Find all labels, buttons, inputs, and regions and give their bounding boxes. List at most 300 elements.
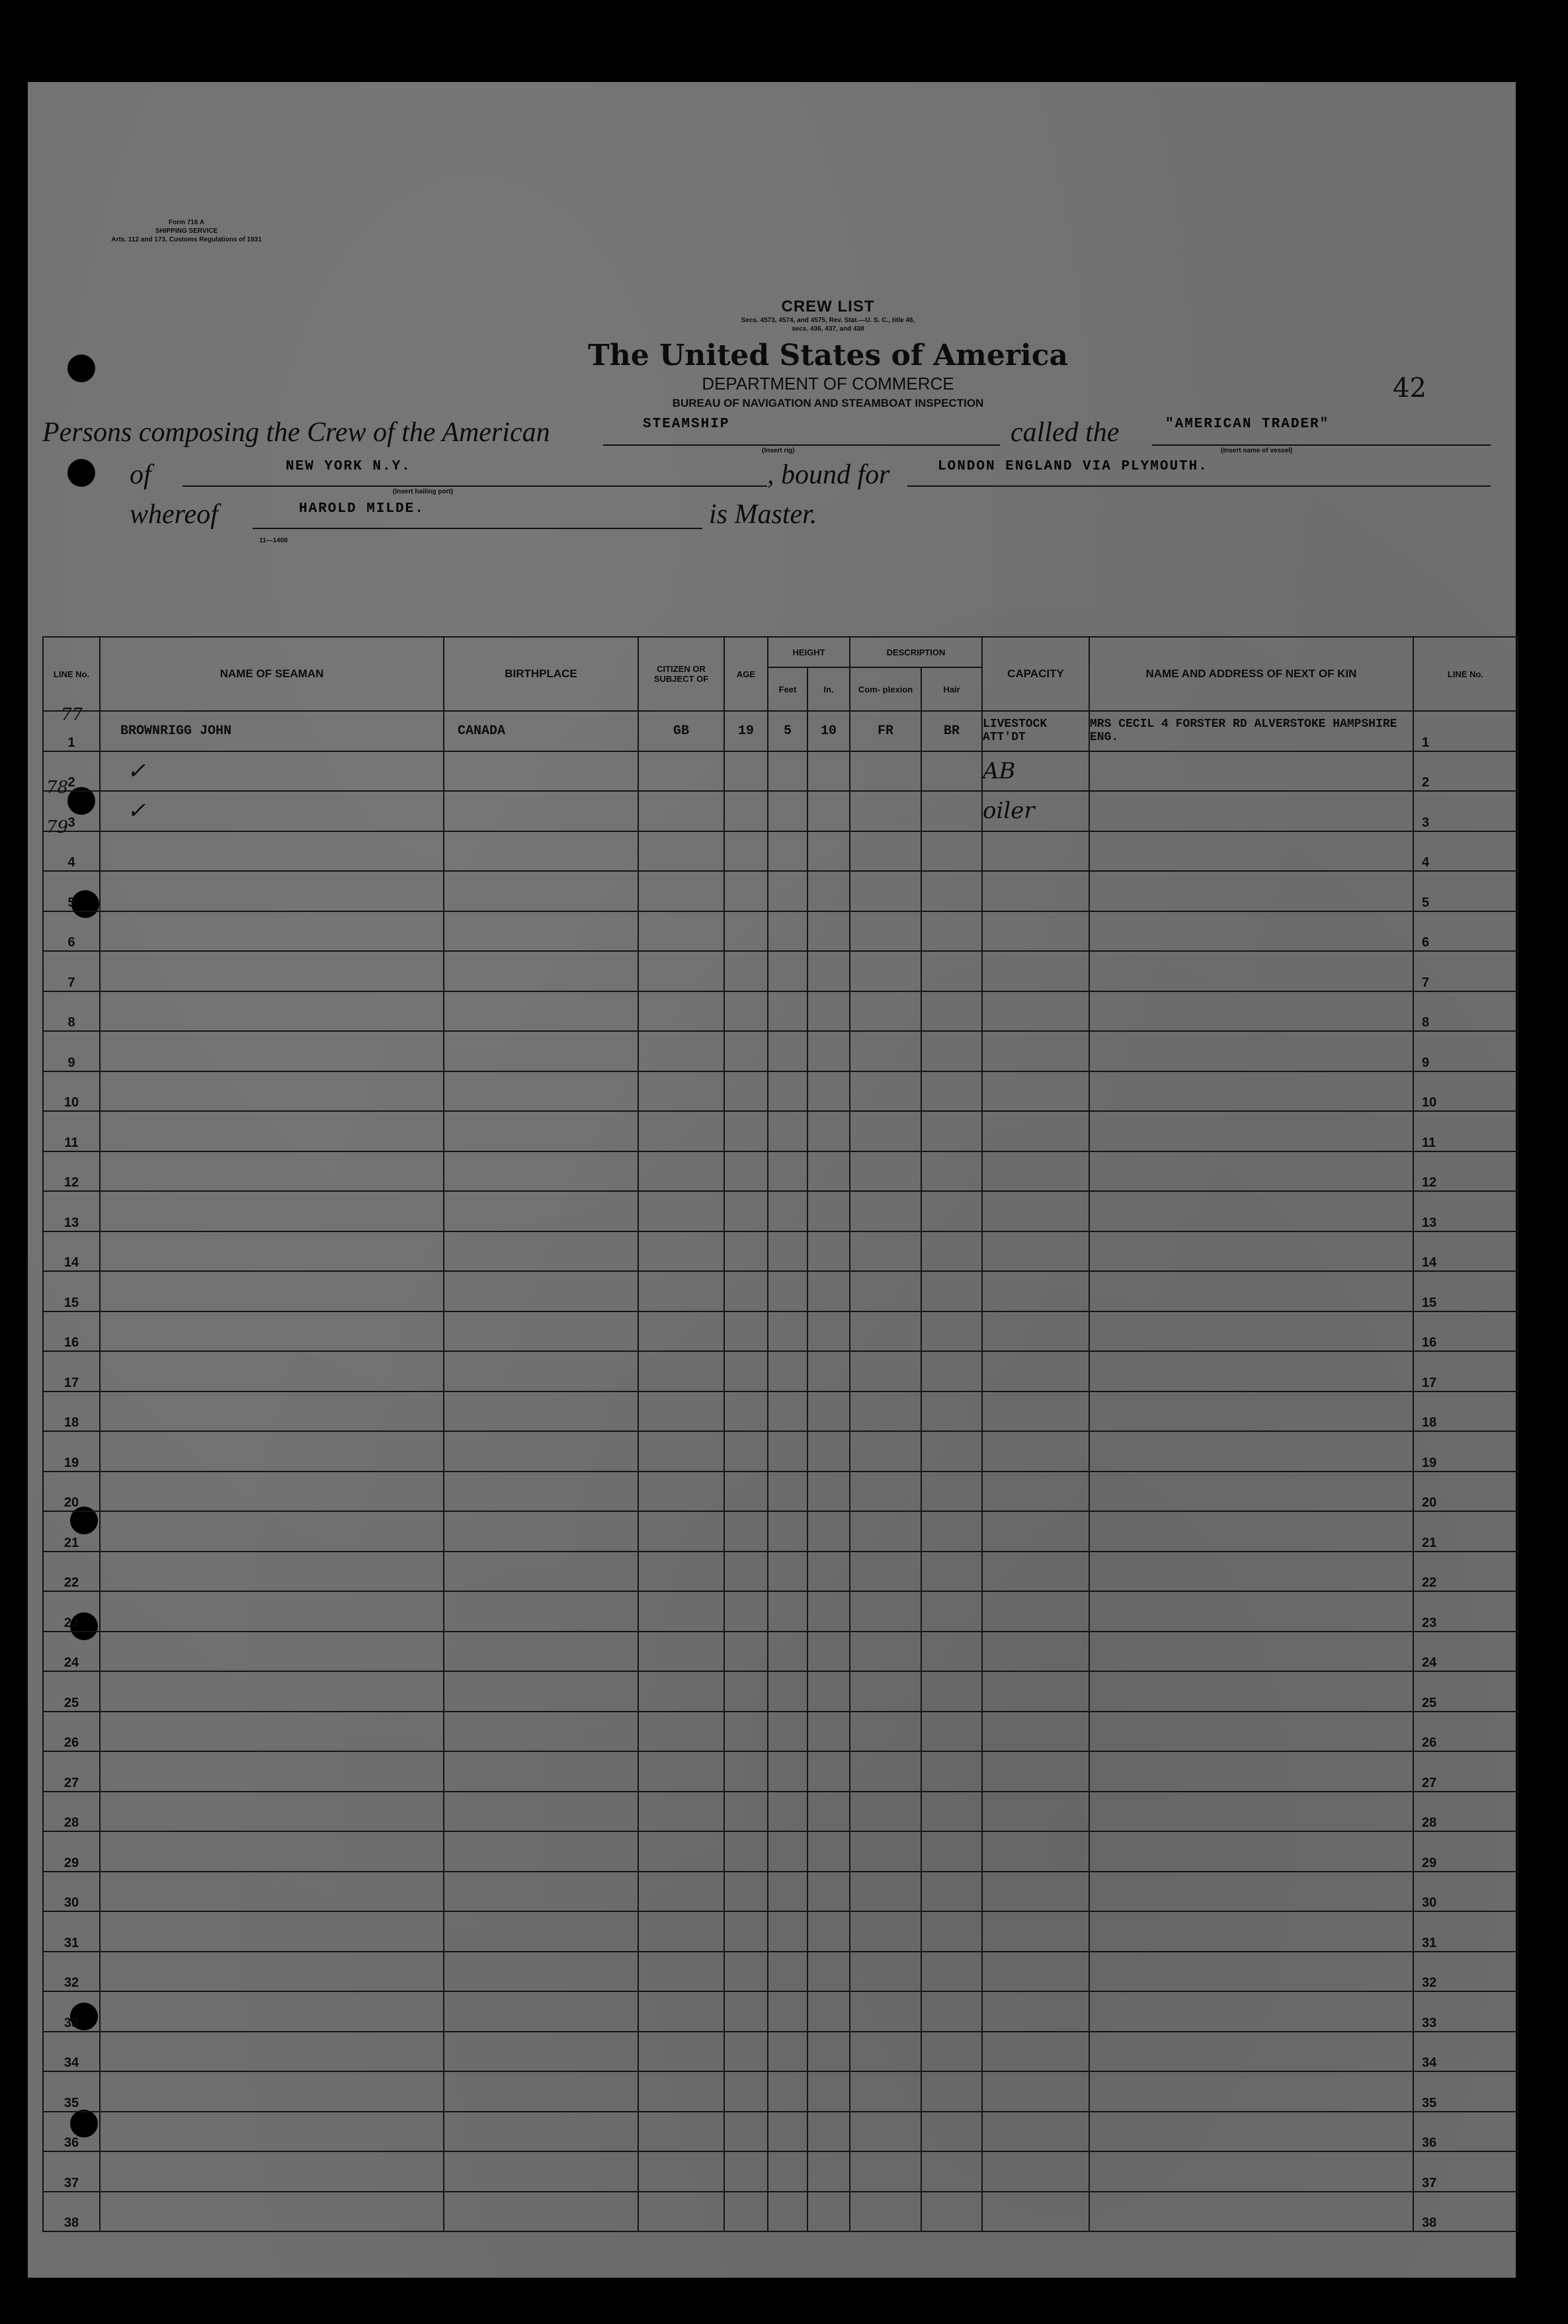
- port-line: [183, 485, 767, 487]
- citizen-cell: [638, 1712, 724, 1752]
- birthplace-cell: [444, 1231, 638, 1272]
- age-cell: [724, 911, 768, 952]
- seaman-name: [100, 1311, 444, 1352]
- birthplace-cell: [444, 1911, 638, 1952]
- line-number-right: 10: [1413, 1071, 1518, 1112]
- height-feet-cell: [768, 1712, 807, 1752]
- table-row: [43, 1952, 1518, 1992]
- line-number-right: 23: [1413, 1591, 1518, 1632]
- citizen-cell: [638, 1751, 724, 1792]
- height-inches-cell: [807, 1472, 850, 1512]
- line-number-right: 11: [1413, 1111, 1518, 1151]
- birthplace-cell: [444, 831, 638, 872]
- citizen-header: CITIZEN OR SUBJECT OF: [638, 637, 724, 711]
- line-number: 21: [43, 1511, 100, 1552]
- preamble-text: , bound for: [767, 460, 890, 490]
- document-header: [544, 298, 1112, 410]
- citizen-cell: [638, 1111, 724, 1151]
- age-cell: [724, 1831, 768, 1872]
- birthplace-cell: [444, 2032, 638, 2072]
- form-service: SHIPPING SERVICE: [155, 228, 218, 235]
- height-feet-cell: [768, 1952, 807, 1992]
- next-of-kin-cell: [1089, 1591, 1413, 1632]
- citizen-cell: [638, 1311, 724, 1352]
- height-inches-cell: [807, 1071, 850, 1112]
- seaman-name: [100, 1831, 444, 1872]
- age-cell: [724, 1911, 768, 1952]
- complexion-cell: FR: [850, 711, 921, 751]
- capacity-cell: [982, 1191, 1089, 1231]
- capacity-cell: [982, 2112, 1089, 2152]
- birthplace-cell: [444, 1792, 638, 1832]
- height-inches-cell: [807, 1191, 850, 1231]
- line-number-right: 17: [1413, 1351, 1518, 1391]
- hair-cell: [921, 951, 982, 991]
- birthplace-cell: [444, 991, 638, 1032]
- table-row: [43, 991, 1518, 1032]
- line-number-right: 36: [1413, 2112, 1518, 2152]
- line-number-right: 33: [1413, 1991, 1518, 2032]
- line-number: 22: [43, 1552, 100, 1592]
- capacity-cell: [982, 991, 1089, 1032]
- seaman-name: [100, 991, 444, 1032]
- complexion-cell: [850, 1831, 921, 1872]
- height-feet-cell: [768, 1472, 807, 1512]
- line-number: 27: [43, 1751, 100, 1792]
- seaman-name: [100, 1751, 444, 1792]
- table-row: [43, 1552, 1518, 1592]
- next-of-kin-cell: [1089, 2192, 1413, 2232]
- preamble-text: whereof: [130, 499, 218, 530]
- line-number-right: 35: [1413, 2071, 1518, 2112]
- citizen-cell: [638, 1872, 724, 1912]
- complexion-cell: [850, 1792, 921, 1832]
- table-header-row: [43, 637, 1518, 667]
- seaman-name: [100, 1271, 444, 1311]
- hailing-port: NEW YORK N.Y.: [286, 459, 411, 474]
- hair-cell: [921, 1311, 982, 1352]
- master-line: [253, 528, 702, 529]
- master-name: HAROLD MILDE.: [299, 501, 425, 517]
- line-no-right-header: LINE No.: [1413, 637, 1518, 711]
- citizen-cell: [638, 911, 724, 952]
- height-inches-cell: [807, 1911, 850, 1952]
- capacity-cell: [982, 1511, 1089, 1552]
- height-inches-cell: [807, 1111, 850, 1151]
- hair-cell: BR: [921, 711, 982, 751]
- capacity-cell: [982, 2071, 1089, 2112]
- height-feet-cell: [768, 951, 807, 991]
- capacity-cell: LIVESTOCK ATT'DT: [982, 711, 1089, 751]
- capacity-cell: [982, 1792, 1089, 1832]
- citizen-cell: [638, 1391, 724, 1432]
- capacity-cell: [982, 2151, 1089, 2192]
- next-of-kin-cell: [1089, 1511, 1413, 1552]
- seaman-name: [100, 1351, 444, 1391]
- complexion-cell: [850, 2071, 921, 2112]
- table-row: [43, 831, 1518, 872]
- line-number-right: 37: [1413, 2151, 1518, 2192]
- height-inches-cell: [807, 1431, 850, 1472]
- height-feet-cell: [768, 2151, 807, 2192]
- height-feet-cell: [768, 1671, 807, 1712]
- height-feet-cell: 5: [768, 711, 807, 751]
- hair-cell: [921, 751, 982, 792]
- seaman-name: [100, 2192, 444, 2232]
- birthplace-cell: [444, 1831, 638, 1872]
- height-feet-cell: [768, 1632, 807, 1672]
- next-of-kin-cell: [1089, 791, 1413, 831]
- preamble-text: of: [130, 460, 151, 490]
- height-feet-cell: [768, 1111, 807, 1151]
- hair-cell: [921, 991, 982, 1032]
- next-of-kin-cell: MRS CECIL 4 FORSTER RD ALVERSTOKE HAMPSHIRE ENG.: [1089, 711, 1413, 751]
- age-cell: [724, 1991, 768, 2032]
- hair-cell: [921, 1231, 982, 1272]
- table-row: [43, 1071, 1518, 1112]
- age-cell: [724, 1552, 768, 1592]
- capacity-cell: [982, 1431, 1089, 1472]
- birthplace-cell: [444, 1071, 638, 1112]
- citizen-cell: [638, 1431, 724, 1472]
- birthplace-cell: [444, 791, 638, 831]
- next-of-kin-cell: [1089, 1552, 1413, 1592]
- complexion-cell: [850, 1712, 921, 1752]
- seaman-name: [100, 1231, 444, 1272]
- form-code: 11—1408: [259, 537, 288, 544]
- preamble-text: called the: [1011, 417, 1120, 448]
- name-header: NAME OF SEAMAN: [100, 637, 444, 711]
- destination-line: [907, 485, 1491, 487]
- age-cell: [724, 1632, 768, 1672]
- capacity-cell: oiler: [982, 791, 1089, 831]
- destination: LONDON ENGLAND VIA PLYMOUTH.: [938, 459, 1208, 474]
- birthplace-cell: [444, 871, 638, 911]
- next-of-kin-cell: [1089, 1351, 1413, 1391]
- age-cell: [724, 991, 768, 1032]
- capacity-cell: [982, 1552, 1089, 1592]
- line-number: 17: [43, 1351, 100, 1391]
- citizen-cell: [638, 751, 724, 792]
- line-number-right: 6: [1413, 911, 1518, 952]
- age-cell: [724, 1472, 768, 1512]
- hair-cell: [921, 1831, 982, 1872]
- vessel-line: [1152, 444, 1491, 446]
- hair-cell: [921, 1712, 982, 1752]
- complexion-cell: [850, 1952, 921, 1992]
- seaman-name: [100, 1632, 444, 1672]
- next-of-kin-cell: [1089, 871, 1413, 911]
- table-row: [43, 871, 1518, 911]
- age-cell: [724, 1511, 768, 1552]
- citizen-cell: [638, 871, 724, 911]
- height-inches-cell: [807, 1231, 850, 1272]
- line-number: 13: [43, 1191, 100, 1231]
- birthplace-cell: [444, 1991, 638, 2032]
- hair-cell: [921, 2151, 982, 2192]
- height-inches-cell: [807, 1671, 850, 1712]
- department-name: DEPARTMENT OF COMMERCE: [702, 374, 954, 394]
- citizen-cell: [638, 1231, 724, 1272]
- citizen-cell: [638, 1671, 724, 1712]
- height-inches-cell: [807, 1712, 850, 1752]
- height-inches-cell: [807, 1952, 850, 1992]
- height-feet-cell: [768, 871, 807, 911]
- capacity-cell: [982, 1111, 1089, 1151]
- line-number: 1: [43, 711, 100, 751]
- age-cell: [724, 791, 768, 831]
- age-cell: [724, 751, 768, 792]
- birthplace-cell: [444, 1712, 638, 1752]
- citizen-cell: [638, 1511, 724, 1552]
- line-number-right: 15: [1413, 1271, 1518, 1311]
- citizen-cell: [638, 1191, 724, 1231]
- line-number: 24: [43, 1632, 100, 1672]
- citizen-cell: [638, 1071, 724, 1112]
- line-number-right: 3: [1413, 791, 1518, 831]
- citizen-cell: GB: [638, 711, 724, 751]
- height-feet-cell: [768, 2071, 807, 2112]
- height-inches-cell: [807, 1751, 850, 1792]
- capacity-cell: [982, 1311, 1089, 1352]
- citizen-cell: [638, 1952, 724, 1992]
- citizen-cell: [638, 951, 724, 991]
- line-number-right: 9: [1413, 1031, 1518, 1071]
- height-feet-cell: [768, 1391, 807, 1432]
- complexion-header: Com- plexion: [850, 667, 921, 711]
- hair-cell: [921, 791, 982, 831]
- line-number: 35: [43, 2071, 100, 2112]
- height-inches-cell: [807, 1991, 850, 2032]
- complexion-cell: [850, 1472, 921, 1512]
- capacity-cell: [982, 2032, 1089, 2072]
- age-cell: [724, 1031, 768, 1071]
- line-number-right: 30: [1413, 1872, 1518, 1912]
- complexion-cell: [850, 1911, 921, 1952]
- next-of-kin-cell: [1089, 1952, 1413, 1992]
- hair-cell: [921, 1191, 982, 1231]
- complexion-cell: [850, 2112, 921, 2152]
- capacity-cell: [982, 1591, 1089, 1632]
- hair-cell: [921, 1872, 982, 1912]
- hair-cell: [921, 2071, 982, 2112]
- age-cell: [724, 1191, 768, 1231]
- height-inches-cell: [807, 991, 850, 1032]
- capacity-cell: [982, 1952, 1089, 1992]
- capacity-cell: [982, 1632, 1089, 1672]
- line-number: 31: [43, 1911, 100, 1952]
- capacity-cell: [982, 1872, 1089, 1912]
- capacity-cell: AB: [982, 751, 1089, 792]
- height-feet-cell: [768, 1831, 807, 1872]
- seaman-name: ✓: [100, 751, 444, 792]
- citizen-cell: [638, 1151, 724, 1192]
- height-feet-cell: [768, 751, 807, 792]
- line-number: 34: [43, 2032, 100, 2072]
- citizen-cell: [638, 1351, 724, 1391]
- line-number-right: 7: [1413, 951, 1518, 991]
- hair-cell: [921, 1472, 982, 1512]
- line-number: 30: [43, 1872, 100, 1912]
- crew-list-document: [28, 82, 1516, 2278]
- line-number-right: 5: [1413, 871, 1518, 911]
- complexion-cell: [850, 2151, 921, 2192]
- capacity-cell: [982, 1231, 1089, 1272]
- height-inches-cell: [807, 1872, 850, 1912]
- next-of-kin-cell: [1089, 2071, 1413, 2112]
- next-of-kin-cell: [1089, 1751, 1413, 1792]
- hair-cell: [921, 1431, 982, 1472]
- age-cell: [724, 1671, 768, 1712]
- birthplace-cell: [444, 1111, 638, 1151]
- seaman-name: [100, 1151, 444, 1192]
- line-number: 8: [43, 991, 100, 1032]
- birthplace-cell: [444, 1632, 638, 1672]
- complexion-cell: [850, 911, 921, 952]
- next-of-kin-cell: [1089, 1191, 1413, 1231]
- table-row: [43, 1431, 1518, 1472]
- line-number-right: 38: [1413, 2192, 1518, 2232]
- line-number-right: 34: [1413, 2032, 1518, 2072]
- capacity-cell: [982, 2192, 1089, 2232]
- table-row: [43, 1191, 1518, 1231]
- line-number-right: 31: [1413, 1911, 1518, 1952]
- complexion-cell: [850, 2032, 921, 2072]
- next-of-kin-cell: [1089, 2032, 1413, 2072]
- age-cell: [724, 871, 768, 911]
- table-row: [43, 1391, 1518, 1432]
- seaman-name: [100, 1391, 444, 1432]
- age-cell: [724, 831, 768, 872]
- citizen-cell: [638, 1991, 724, 2032]
- table-row: [43, 911, 1518, 952]
- rig-value: STEAMSHIP: [643, 417, 730, 432]
- height-inches-cell: [807, 1391, 850, 1432]
- height-inches-cell: [807, 2071, 850, 2112]
- line-number: 25: [43, 1671, 100, 1712]
- birthplace-cell: [444, 1191, 638, 1231]
- height-feet-cell: [768, 991, 807, 1032]
- age-cell: [724, 2151, 768, 2192]
- capacity-cell: [982, 1751, 1089, 1792]
- vessel-name: "AMERICAN TRADER": [1165, 417, 1330, 432]
- line-number-right: 27: [1413, 1751, 1518, 1792]
- age-cell: [724, 951, 768, 991]
- seaman-name: [100, 1071, 444, 1112]
- hair-cell: [921, 1591, 982, 1632]
- seaman-name: [100, 1712, 444, 1752]
- table-row: [43, 1712, 1518, 1752]
- next-of-kin-cell: [1089, 1671, 1413, 1712]
- age-cell: 19: [724, 711, 768, 751]
- table-row: [43, 1831, 1518, 1872]
- height-feet-cell: [768, 911, 807, 952]
- line-number: 38: [43, 2192, 100, 2232]
- seaman-name: [100, 1792, 444, 1832]
- height-inches-cell: [807, 791, 850, 831]
- citizen-cell: [638, 1911, 724, 1952]
- complexion-cell: [850, 1031, 921, 1071]
- inches-header: In.: [807, 667, 850, 711]
- line-number-right: 18: [1413, 1391, 1518, 1432]
- line-number: 26: [43, 1712, 100, 1752]
- seaman-name: [100, 1472, 444, 1512]
- preamble-text: is Master.: [709, 499, 817, 530]
- table-row: [43, 1632, 1518, 1672]
- height-header: HEIGHT: [768, 637, 850, 667]
- complexion-cell: [850, 951, 921, 991]
- line-number-right: 28: [1413, 1792, 1518, 1832]
- complexion-cell: [850, 1271, 921, 1311]
- height-inches-cell: [807, 951, 850, 991]
- age-cell: [724, 1872, 768, 1912]
- seaman-name: [100, 1552, 444, 1592]
- age-cell: [724, 1952, 768, 1992]
- table-row: [43, 1472, 1518, 1512]
- line-number: 4: [43, 831, 100, 872]
- line-number-right: 29: [1413, 1831, 1518, 1872]
- table-row: [43, 1351, 1518, 1391]
- form-identifier: [28, 218, 345, 244]
- line-number: 19: [43, 1431, 100, 1472]
- line-number: 36: [43, 2112, 100, 2152]
- line-number-right: 1: [1413, 711, 1518, 751]
- height-inches-cell: [807, 1151, 850, 1192]
- capacity-cell: [982, 871, 1089, 911]
- height-feet-cell: [768, 1351, 807, 1391]
- age-cell: [724, 2032, 768, 2072]
- birthplace-cell: [444, 951, 638, 991]
- line-number-right: 32: [1413, 1952, 1518, 1992]
- hair-cell: [921, 1671, 982, 1712]
- next-of-kin-cell: [1089, 911, 1413, 952]
- birthplace-cell: [444, 1751, 638, 1792]
- age-cell: [724, 2192, 768, 2232]
- table-row: [43, 1031, 1518, 1071]
- birthplace-cell: [444, 1472, 638, 1512]
- line-number: 15: [43, 1271, 100, 1311]
- birthplace-cell: [444, 2192, 638, 2232]
- capacity-cell: [982, 1271, 1089, 1311]
- birthplace-cell: [444, 1552, 638, 1592]
- next-of-kin-cell: [1089, 1831, 1413, 1872]
- complexion-cell: [850, 1431, 921, 1472]
- hair-cell: [921, 1952, 982, 1992]
- rig-hint: (Insert rig): [762, 447, 795, 454]
- citizen-cell: [638, 1271, 724, 1311]
- height-inches-cell: [807, 2151, 850, 2192]
- seaman-name: [100, 1952, 444, 1992]
- birthplace-cell: [444, 2071, 638, 2112]
- citizen-cell: [638, 991, 724, 1032]
- birthplace-cell: [444, 1591, 638, 1632]
- complexion-cell: [850, 1872, 921, 1912]
- next-of-kin-header: NAME AND ADDRESS OF NEXT OF KIN: [1089, 637, 1413, 711]
- seaman-name: [100, 1511, 444, 1552]
- line-number: 9: [43, 1031, 100, 1071]
- next-of-kin-cell: [1089, 1391, 1413, 1432]
- hair-cell: [921, 1391, 982, 1432]
- hair-cell: [921, 911, 982, 952]
- hair-cell: [921, 1071, 982, 1112]
- birthplace-cell: [444, 1872, 638, 1912]
- complexion-cell: [850, 1311, 921, 1352]
- complexion-cell: [850, 1231, 921, 1272]
- age-cell: [724, 1792, 768, 1832]
- next-of-kin-cell: [1089, 1872, 1413, 1912]
- next-of-kin-cell: [1089, 1991, 1413, 2032]
- capacity-cell: [982, 911, 1089, 952]
